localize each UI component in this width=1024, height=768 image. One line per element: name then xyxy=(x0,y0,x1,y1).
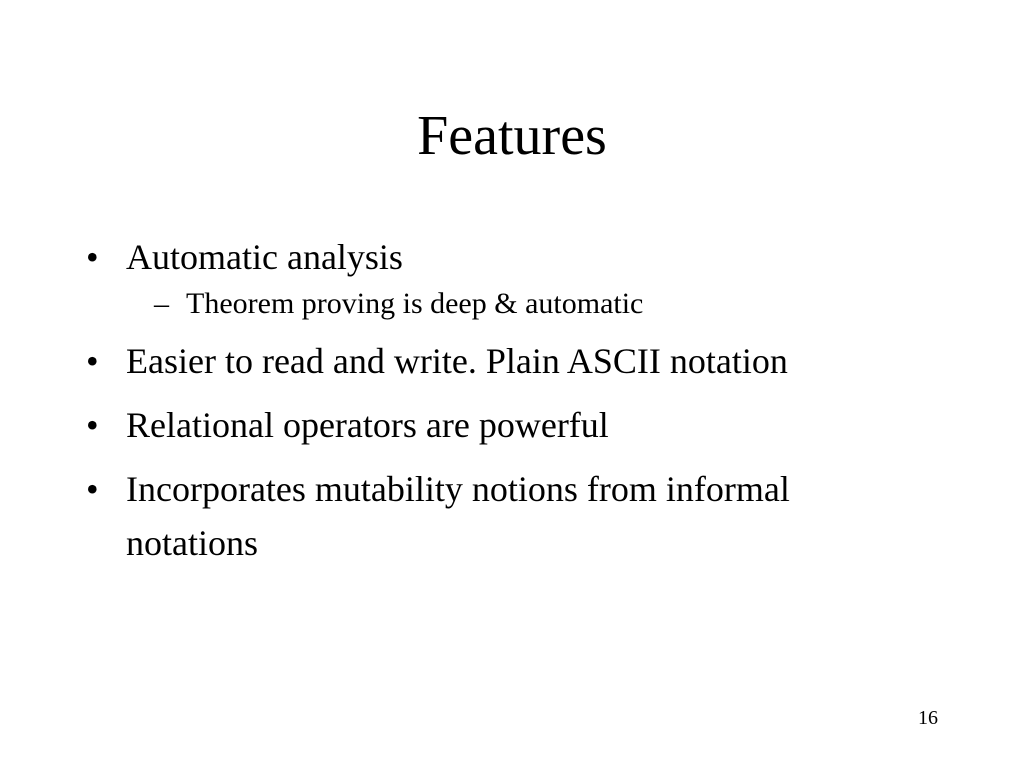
bullet-item xyxy=(86,334,846,388)
bullet-glyph: • xyxy=(86,237,99,277)
bullet-list xyxy=(86,230,846,580)
sub-bullet-item xyxy=(136,284,846,324)
bullet-glyph: • xyxy=(86,405,99,445)
sub-bullet-list xyxy=(126,284,846,324)
bullet-text: Incorporates mutability notions from informal notations xyxy=(126,469,790,563)
bullet-glyph: • xyxy=(86,341,99,381)
bullet-text: Easier to read and write. Plain ASCII notation xyxy=(126,341,788,381)
bullet-text: Automatic analysis xyxy=(126,237,403,277)
bullet-item xyxy=(86,462,846,570)
sub-bullet-glyph: – xyxy=(154,287,169,320)
bullet-glyph: • xyxy=(86,469,99,509)
bullet-item xyxy=(86,398,846,452)
page-number: 16 xyxy=(918,707,938,729)
sub-bullet-text: Theorem proving is deep & automatic xyxy=(186,287,644,320)
bullet-item xyxy=(86,230,846,324)
bullet-text: Relational operators are powerful xyxy=(126,405,609,445)
slide-title: Features xyxy=(417,105,607,167)
